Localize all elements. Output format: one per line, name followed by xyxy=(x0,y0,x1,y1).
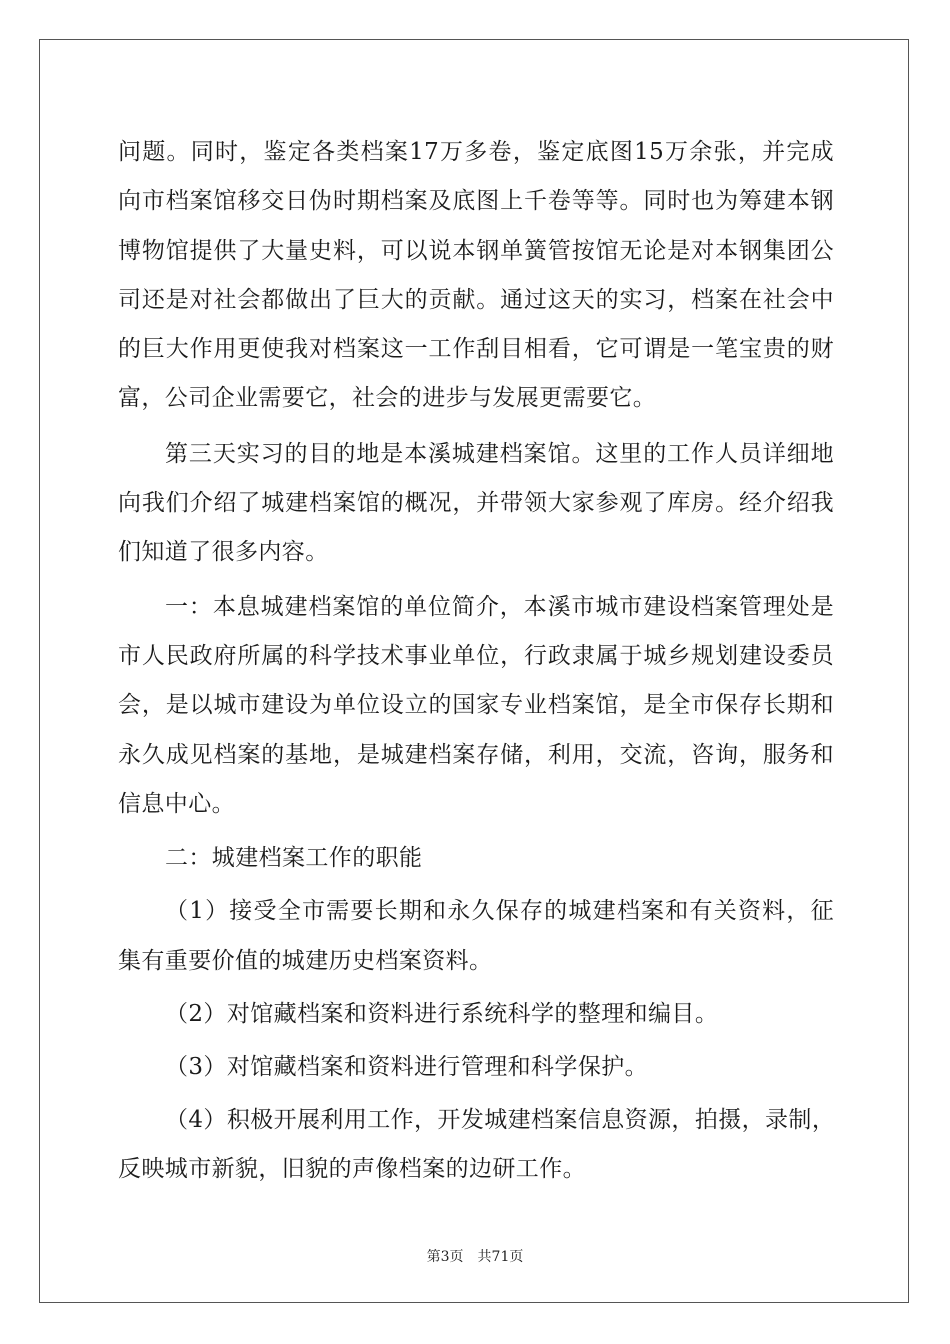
text-line: 们知道了很多内容。 xyxy=(118,539,329,566)
text-line: 反映城市新貌，旧貌的声像档案的边研工作。 xyxy=(118,1155,586,1182)
text-line: 第三天实习的目的地是本溪城建档案馆。这里的工作人员详细地 xyxy=(165,440,834,467)
text-line: 博物馆提供了大量史料，可以说本钢单簧管按馆无论是对本钢集团公 xyxy=(118,237,834,264)
text-line: 会，是以城市建设为单位设立的国家专业档案馆，是全市保存长期和 xyxy=(118,692,834,719)
text-line: 信息中心。 xyxy=(118,790,235,817)
text-line: 一：本息城建档案馆的单位简介，本溪市城市建设档案管理处是 xyxy=(165,593,834,620)
total-pages: 共71页 xyxy=(477,1249,524,1265)
text-line: 司还是对社会都做出了巨大的贡献。通过这天的实习，档案在社会中 xyxy=(118,286,834,313)
text-line: 集有重要价值的城建历史档案资料。 xyxy=(118,947,493,974)
text-line: （3）对馆藏档案和资料进行管理和科学保护。 xyxy=(165,1054,649,1081)
text-line: 的巨大作用更使我对档案这一工作刮目相看，它可谓是一笔宝贵的财 xyxy=(118,336,834,363)
page-footer xyxy=(0,1246,950,1266)
text-line: 向我们介绍了城建档案馆的概况，并带领大家参观了库房。经介绍我 xyxy=(118,490,834,517)
text-line: 二：城建档案工作的职能 xyxy=(165,845,423,872)
text-line: （1）接受全市需要长期和永久保存的城建档案和有关资料，征 xyxy=(165,898,834,925)
text-line: 向市档案馆移交日伪时期档案及底图上千卷等等。同时也为筹建本钢 xyxy=(118,188,834,215)
text-line: 永久成见档案的基地，是城建档案存储，利用，交流，咨询，服务和 xyxy=(118,741,834,768)
text-line: （2）对馆藏档案和资料进行系统科学的整理和编目。 xyxy=(165,1001,719,1028)
document-body xyxy=(118,128,834,1194)
text-line: （4）积极开展利用工作，开发城建档案信息资源，拍摄，录制， xyxy=(165,1106,836,1133)
text-line: 市人民政府所属的科学技术事业单位，行政隶属于城乡规划建设委员 xyxy=(118,642,834,669)
text-line: 富，公司企业需要它，社会的进步与发展更需要它。 xyxy=(118,385,657,412)
page-number: 第3页 xyxy=(426,1249,464,1265)
text-line: 问题。同时，鉴定各类档案17万多卷，鉴定底图15万余张，并完成 xyxy=(118,139,834,165)
